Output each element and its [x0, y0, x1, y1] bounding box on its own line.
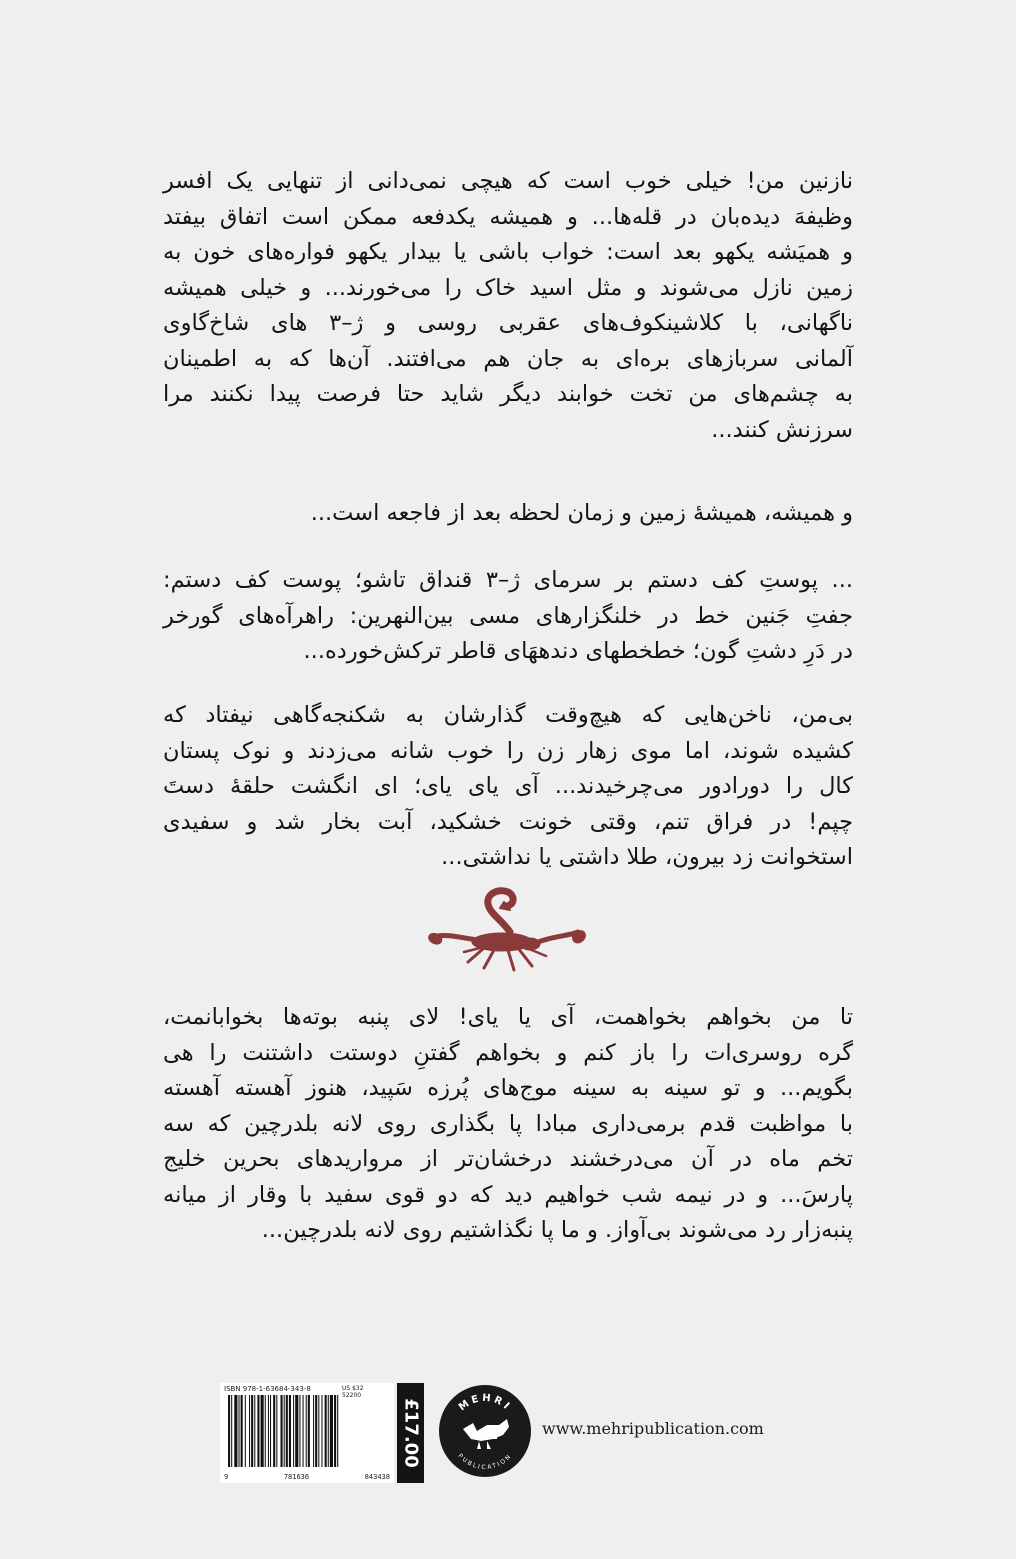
text-line: چپم! در فراق تنم، وقتی خونت خشکید، آبت بخار شد و سفیدی — [163, 808, 853, 835]
scorpion-icon — [418, 886, 588, 986]
barcode-bar — [228, 1395, 230, 1467]
barcode-left-digit: 9 — [224, 1473, 229, 1481]
barcode-bar — [245, 1395, 246, 1467]
paragraph-5 — [163, 1000, 853, 1249]
text-line: در دَرِ دشتِ گون؛ خطخطهای دندههَای قاطر ترکش‌خورده... — [303, 638, 853, 664]
barcode-bar — [337, 1395, 338, 1467]
barcode-group-1: 781636 — [283, 1473, 310, 1481]
text-line: سرزنش کنند... — [711, 416, 853, 443]
price-label: £17.00 — [400, 1398, 421, 1468]
barcode-bar — [251, 1395, 253, 1467]
text-line: بگویم... و تو سینه به سینه موج‌های پُرزه سَپید، هنوز آهسته آهسته — [163, 1075, 853, 1101]
text-line: تا من بخواهم بخواهمت، آی یا یای! لای پنبه بوته‌ها بخوابانمت، — [163, 1004, 853, 1030]
text-line: کشیده شوند، اما موی زهار زن را خوب شانه می‌زدند و نوک پستان — [163, 737, 853, 764]
barcode-bars — [224, 1395, 390, 1471]
barcode-bar — [306, 1395, 307, 1467]
barcode-bar — [234, 1395, 237, 1467]
barcode-bar — [299, 1395, 300, 1467]
price-code-top: US $32 — [342, 1385, 364, 1392]
text-line: تخم ماه در آن می‌درخشند درخشان‌تر از مرواریدهای بحرین خلیج — [163, 1146, 853, 1172]
paragraph-3 — [163, 563, 853, 670]
barcode-bar — [257, 1395, 259, 1467]
price-code-bottom: 52200 — [342, 1392, 362, 1399]
barcode-group-2: 843438 — [364, 1473, 390, 1481]
barcode-bar — [321, 1395, 322, 1467]
text-line: استخوانت زد بیرون، طلا داشتی یا نداشتی... — [441, 844, 853, 870]
barcode-bar — [293, 1395, 294, 1467]
barcode-digits — [224, 1473, 390, 1481]
text-line: ... پوستِ کف دستم بر سرمای ژ–۳ قنداق تاشو؛ پوست کف دستم: — [163, 567, 854, 593]
logo-top-text: MEHRI — [456, 1392, 514, 1414]
barcode-bar — [334, 1395, 336, 1467]
paragraph-1 — [163, 164, 853, 448]
back-cover-footer — [0, 1375, 1016, 1485]
text-line: وظیفهَ دیده‌بان در قله‌ها... و همیشه یکدفعه ممکن است اتفاق بیفتد — [163, 203, 853, 230]
barcode-bar — [325, 1395, 327, 1467]
text-line: به چشم‌های من تخت خوابند دیگر شاید حتا فرصت پیدا نکنند مرا — [163, 381, 853, 407]
text-line: جفتِ جَنین خط در خلنگزارهای مسی بین‌النهرین: راهرآه‌های گورخر — [163, 602, 853, 629]
barcode-bar — [254, 1395, 255, 1467]
barcode-bar — [270, 1395, 271, 1467]
barcode-bar — [261, 1395, 264, 1467]
publisher-logo — [437, 1383, 533, 1479]
text-line: آلمانی سربازهای بره‌ای به جان هم می‌افتند. آن‌ها که به اطمینان — [163, 345, 853, 372]
text-line: کال را دورادور می‌چرخیدند... آی یای یای؛ ای انگشت حلقهٔ دستَ — [163, 773, 853, 799]
text-line: بی‌من، ناخن‌هایی که هیچ‌وقت گذارشان به شکنجه‌گاهی نیفتاد که — [163, 702, 853, 728]
text-line: پارسَ... و در نیمه شب خواهیم دید که دو قوی سفید با وقار از میانه — [163, 1181, 853, 1208]
logo-bottom-text: PUBLICATION — [456, 1452, 514, 1472]
text-line: و همیَشه یکهو بعد است: خواب باشی یا بیدار یکهو فواره‌های خون به — [163, 239, 853, 265]
paragraph-2 — [163, 496, 853, 532]
barcode-bar — [315, 1395, 317, 1467]
text-line: زمین نازل می‌شوند و مثل اسید خاک را می‌خورند... و خیلی همیشه — [163, 274, 853, 301]
text-line: ناگهانی، با کلاشینکوف‌های عقربی روسی و ژ–۳ های شاخ‌گاوی — [163, 310, 853, 336]
barcode-bar — [239, 1395, 240, 1467]
barcode-bar — [231, 1395, 232, 1467]
barcode-bar — [286, 1395, 288, 1467]
text-line: و همیشه، همیشهٔ زمین و زمان لحظه بعد از فاجعه است... — [310, 500, 853, 526]
barcode-bar — [328, 1395, 329, 1467]
barcode-bar — [284, 1395, 285, 1467]
barcode-bar — [265, 1395, 266, 1467]
barcode-bar — [276, 1395, 277, 1467]
barcode-bar — [313, 1395, 314, 1467]
text-line: نازنین من! خیلی خوب است که هیچی نمی‌دانی از تنهایی یک افسر — [163, 168, 853, 194]
barcode-bar — [303, 1395, 304, 1467]
isbn-barcode — [220, 1383, 394, 1483]
barcode-bar — [295, 1395, 298, 1467]
barcode-bar — [241, 1395, 243, 1467]
barcode-bar — [330, 1395, 333, 1467]
isbn-label: ISBN 978-1-63684-343-8 — [224, 1385, 311, 1393]
barcode-bar — [308, 1395, 310, 1467]
barcode-bar — [249, 1395, 250, 1467]
text-line: پنبه‌زار رد می‌شوند بی‌آواز. و ما پا نگذاشتیم روی لانه بلدرچین... — [261, 1217, 853, 1243]
barcode-bar — [318, 1395, 319, 1467]
barcode-bar — [289, 1395, 291, 1467]
text-line: با مواظبت قدم برمی‌داری مبادا پا بگذاری روی لانه بلدرچین که سه — [163, 1110, 853, 1137]
barcode-bar — [268, 1395, 269, 1467]
publisher-url[interactable]: www.mehripublication.com — [542, 1419, 764, 1438]
barcode-bar — [281, 1395, 283, 1467]
text-line: گره روسری‌ات را باز کنم و بخواهم گفتنِ دوستت داشتنت را هی — [163, 1039, 853, 1066]
price-badge — [397, 1383, 424, 1483]
barcode-bar — [273, 1395, 275, 1467]
paragraph-4 — [163, 698, 853, 876]
